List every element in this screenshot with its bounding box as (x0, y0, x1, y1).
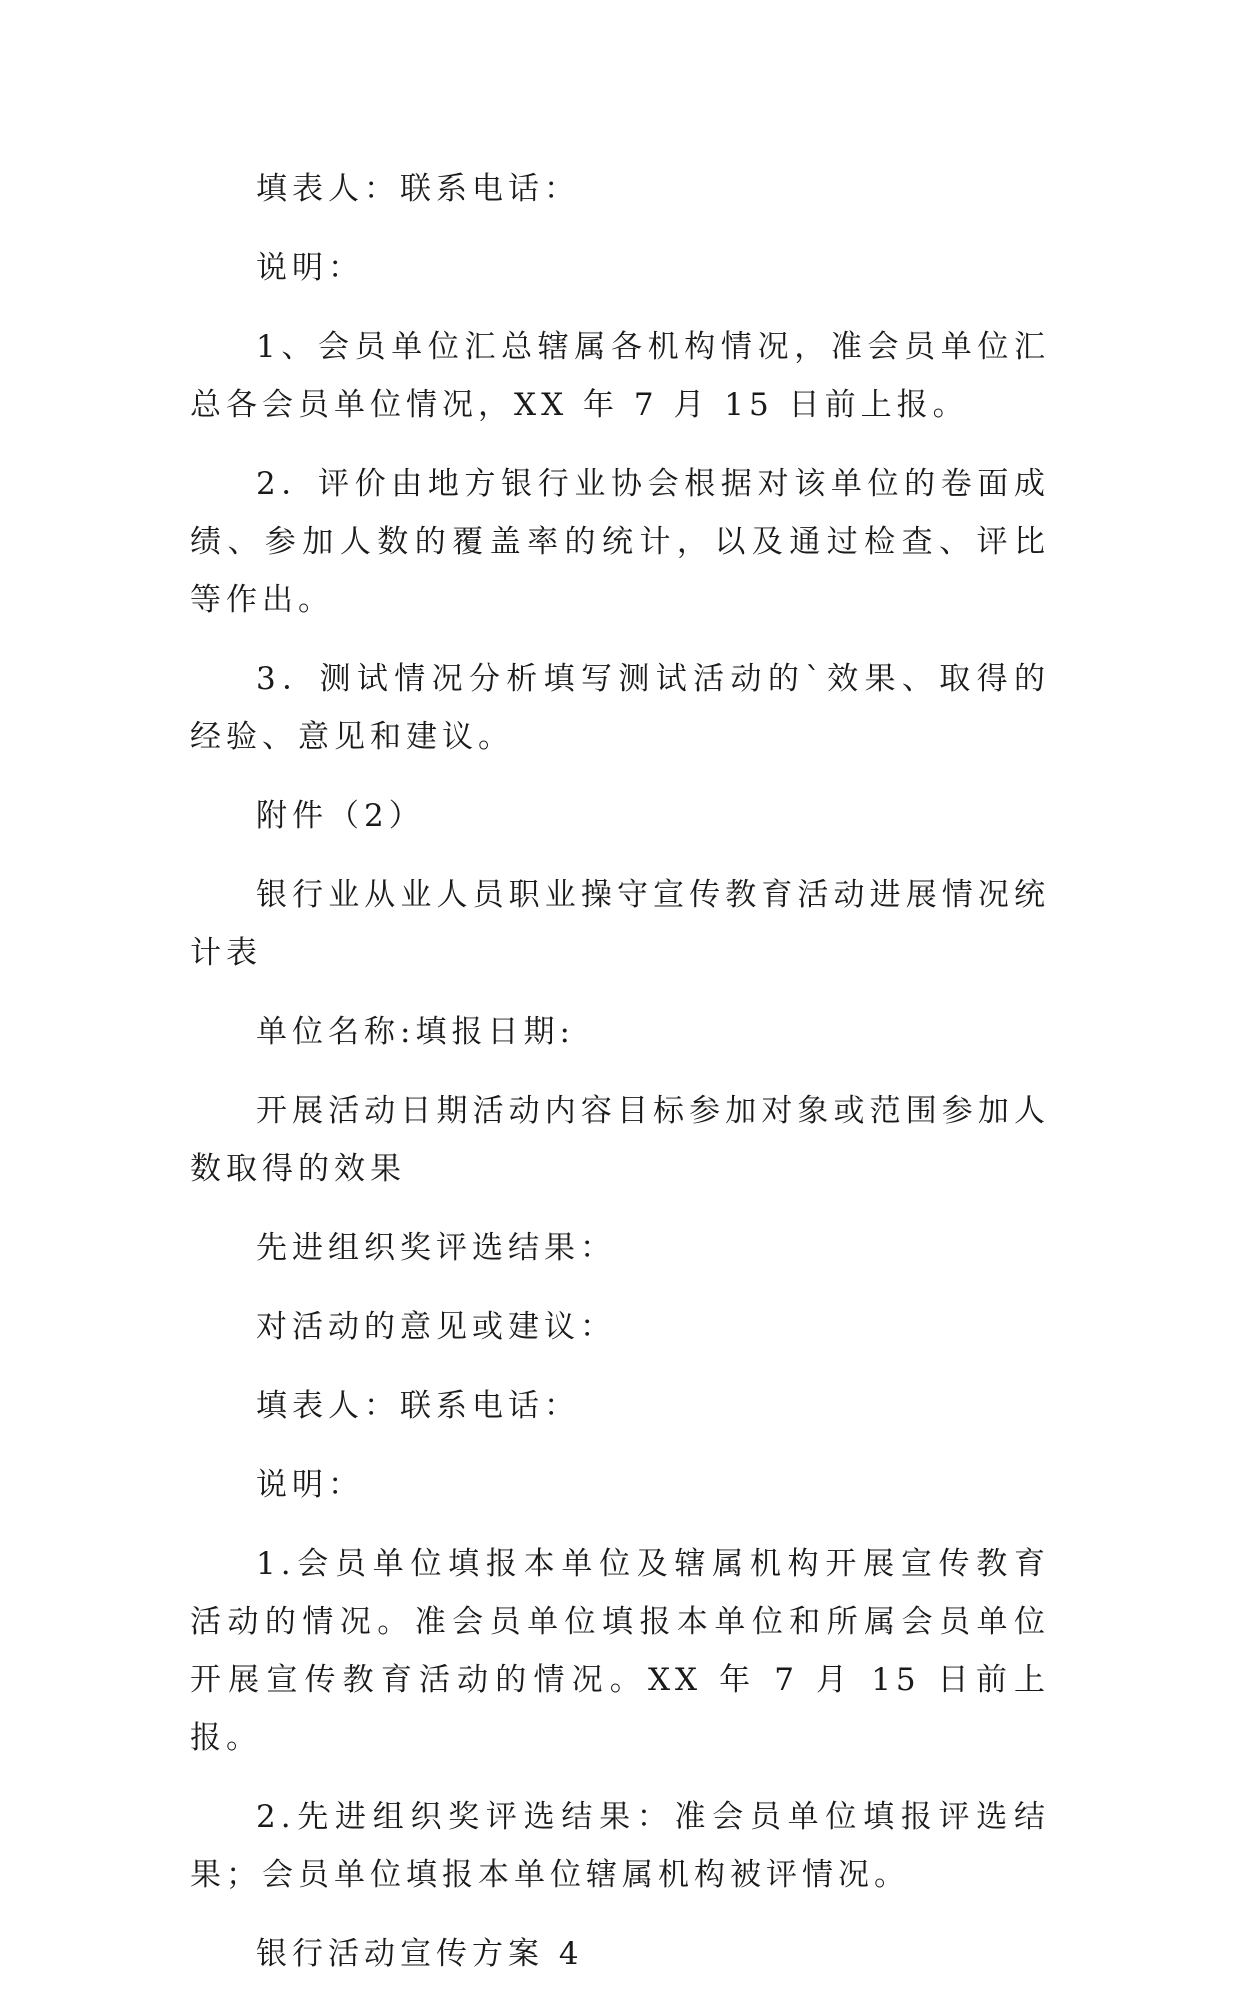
document-body (190, 160, 1050, 2004)
filler-contact-line-2: 填表人：联系电话： (256, 1388, 580, 1424)
award-result-line: 先进组织奖评选结果： (256, 1230, 616, 1266)
notes-heading-2: 说明： (256, 1467, 364, 1503)
suggestion-line: 对活动的意见或建议： (256, 1309, 616, 1345)
notes-heading: 说明： (256, 250, 364, 286)
note-item-2b: 2.先进组织奖评选结果：准会员单位填报评选结果；会员单位填报本单位辖属机构被评情况。 (190, 1799, 1050, 1893)
unit-date-line: 单位名称:填报日期: (256, 1014, 575, 1050)
table-header-line: 开展活动日期活动内容目标参加对象或范围参加人数取得的效果 (190, 1093, 1050, 1187)
section-heading: 银行活动宣传方案 4 (256, 1936, 584, 1972)
note-item-1: 1、会员单位汇总辖属各机构情况，准会员单位汇总各会员单位情况，XX 年 7 月 15 日前上报。 (190, 329, 1050, 423)
filler-contact-line: 填表人：联系电话： (256, 171, 580, 207)
note-item-3: 3．测试情况分析填写测试活动的`效果、取得的经验、意见和建议。 (190, 661, 1050, 755)
note-item-1b: 1.会员单位填报本单位及辖属机构开展宣传教育活动的情况。准会员单位填报本单位和所属会员单位开展宣传教育活动的情况。XX 年 7 月 15 日前上报。 (190, 1546, 1050, 1756)
table-title: 银行业从业人员职业操守宣传教育活动进展情况统计表 (190, 877, 1050, 971)
attachment-label: 附件（2） (256, 798, 425, 834)
note-item-2: 2．评价由地方银行业协会根据对该单位的卷面成绩、参加人数的覆盖率的统计，以及通过检查、评比等作出。 (190, 466, 1050, 618)
